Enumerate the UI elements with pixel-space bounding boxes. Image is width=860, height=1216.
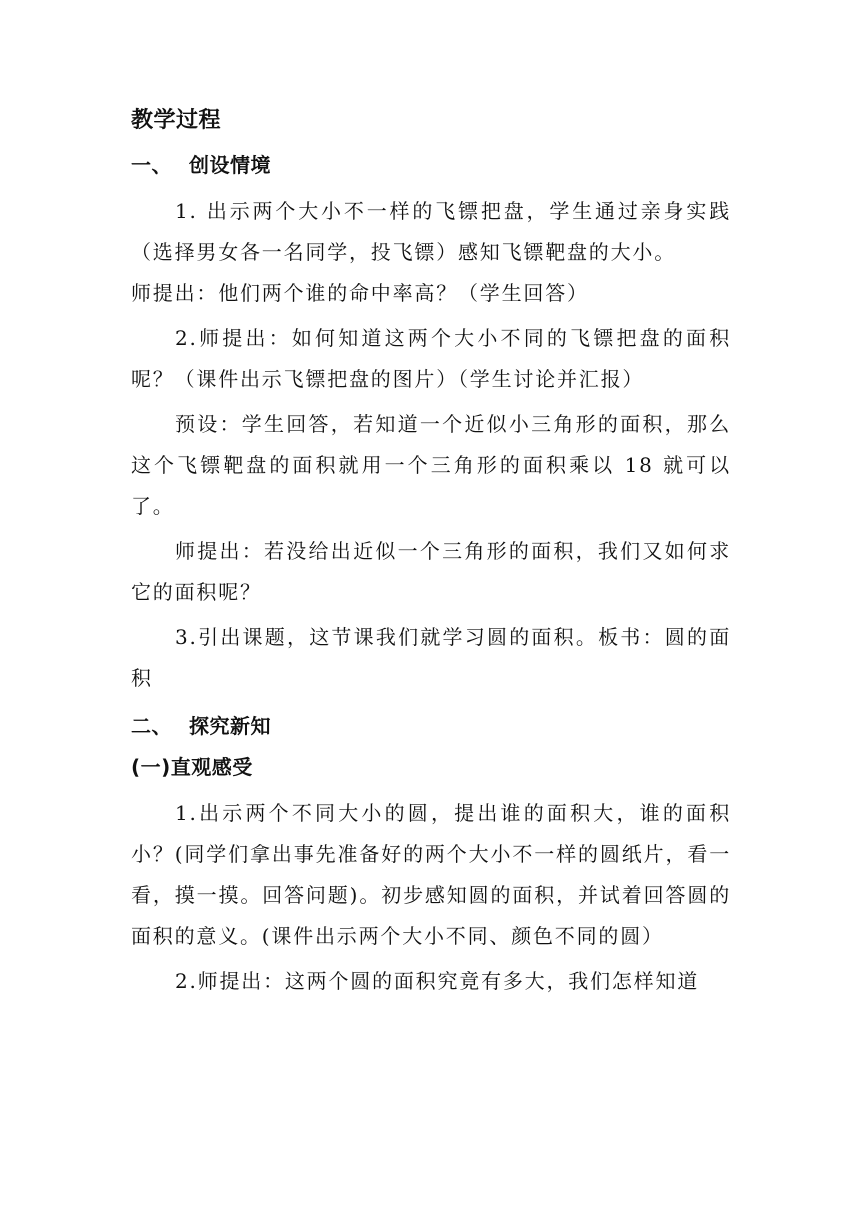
document-body [131,106,731,1002]
paragraph-2-1: 1.出示两个不同大小的圆，提出谁的面积大，谁的面积小？(同学们拿出事先准备好的两个大小不一样的圆纸片，看一看，摸一摸。回答问题)。初步感知圆的面积，并试着回答圆的面积的意义。(课件出示两个大小不同、颜色不同的圆） [131,801,731,948]
paragraph-2-2: 2.师提出：这两个圆的面积究竟有多大，我们怎样知道 [175,969,700,993]
paragraph-1-6: 3.引出课题，这节课我们就学习圆的面积。板书：圆的面积 [131,625,731,690]
section-number-1: 一、 [131,153,172,177]
section-heading-1 [131,150,731,180]
paragraph-1-1: 1. 出示两个大小不一样的飞镖把盘，学生通过亲身实践（选择男女各一名同学，投飞镖）感知飞镖靶盘的大小。 [131,199,731,264]
paragraph-1-2: 师提出：他们两个谁的命中率高？（学生回答） [131,281,589,305]
paragraph-1-5: 师提出：若没给出近似一个三角形的面积，我们又如何求它的面积呢？ [131,539,731,604]
document-title: 教学过程 [131,108,222,133]
paragraph-1-3: 2.师提出：如何知道这两个大小不同的飞镖把盘的面积呢？（课件出示飞镖把盘的图片）（学生讨论并汇报） [131,326,731,391]
section-title-2: 探究新知 [189,714,271,738]
paragraph-1-4: 预设：学生回答，若知道一个近似小三角形的面积，那么这个飞镖靶盘的面积就用一个三角形的面积乘以 18 就可以了。 [131,412,731,518]
sub-heading-2-1: (一)直观感受 [131,755,253,779]
section-number-2: 二、 [131,714,172,738]
section-heading-2 [131,711,731,741]
section-title-1: 创设情境 [189,153,271,177]
